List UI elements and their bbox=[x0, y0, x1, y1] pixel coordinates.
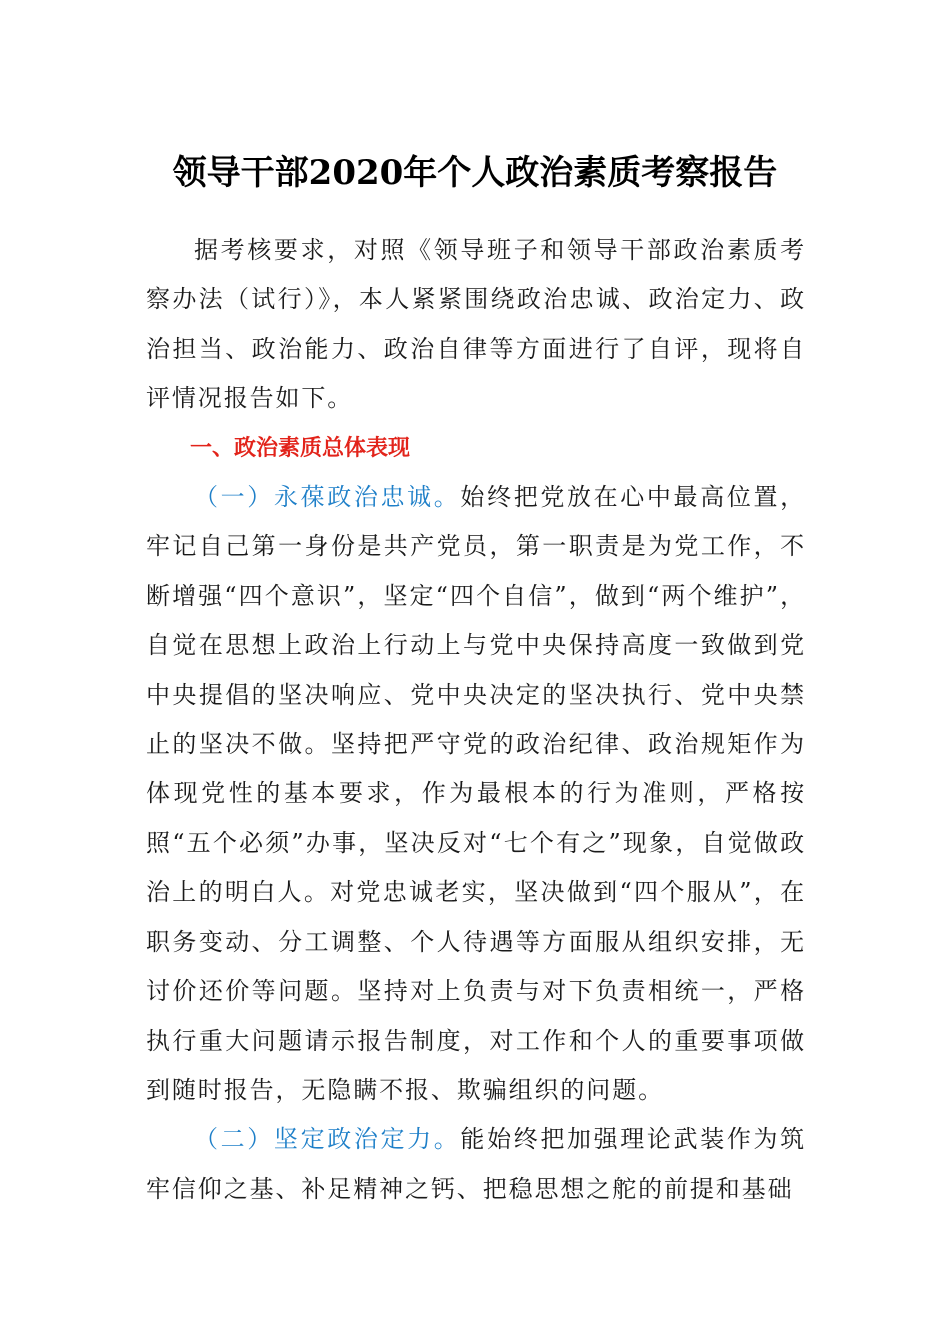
document-title: 领导干部2020年个人政治素质考察报告 bbox=[172, 153, 778, 193]
item-1-label: （一）永葆政治忠诚。 bbox=[194, 483, 461, 512]
section-heading: 一、政治素质总体表现 bbox=[190, 435, 411, 461]
intro-paragraph: 据考核要求，对照《领导班子和领导干部政治素质考察办法（试行）》，本人紧紧围绕政治忠诚、政治定力、政治担当、政治能力、政治自律等方面进行了自评，现将自评情况报告如下。 bbox=[146, 236, 806, 413]
item-1-text: 始终把党放在心中最高位置，牢记自己第一身份是共产党员，第一职责是为党工作，不断增强“四个意识”，坚定“四个自信”，做到“两个维护”，自觉在思想上政治上行动上与党中央保持高度一致做到党中央提倡的坚决响应、党中央决定的坚决执行、党中央禁止的坚决不做。坚持把严守党的政治纪律、政治规矩作为体现党性的基本要求，作为最根本的行为准则，严格按照“五个必须”办事，坚决反对“七个有之”现象，自觉做政治上的明白人。对党忠诚老实，坚决做到“四个服从”，在职务变动、分工调整、个人待遇等方面服从组织安排，无讨价还价等问题。坚持对上负责与对下负责相统一，严格执行重大问题请示报告制度，对工作和个人的重要事项做到随时报告，无隐瞒不报、欺骗组织的问题。 bbox=[146, 483, 807, 1104]
item-2-label: （二）坚定政治定力。 bbox=[194, 1125, 461, 1154]
document-body bbox=[146, 226, 806, 1214]
item-2-text: 能始终把加强理论武装作为筑牢信仰之基、补足精神之钙、把稳思想之舵的前提和基础 bbox=[146, 1125, 807, 1203]
item-2-paragraph bbox=[146, 1115, 806, 1214]
item-1-paragraph bbox=[146, 473, 806, 1115]
